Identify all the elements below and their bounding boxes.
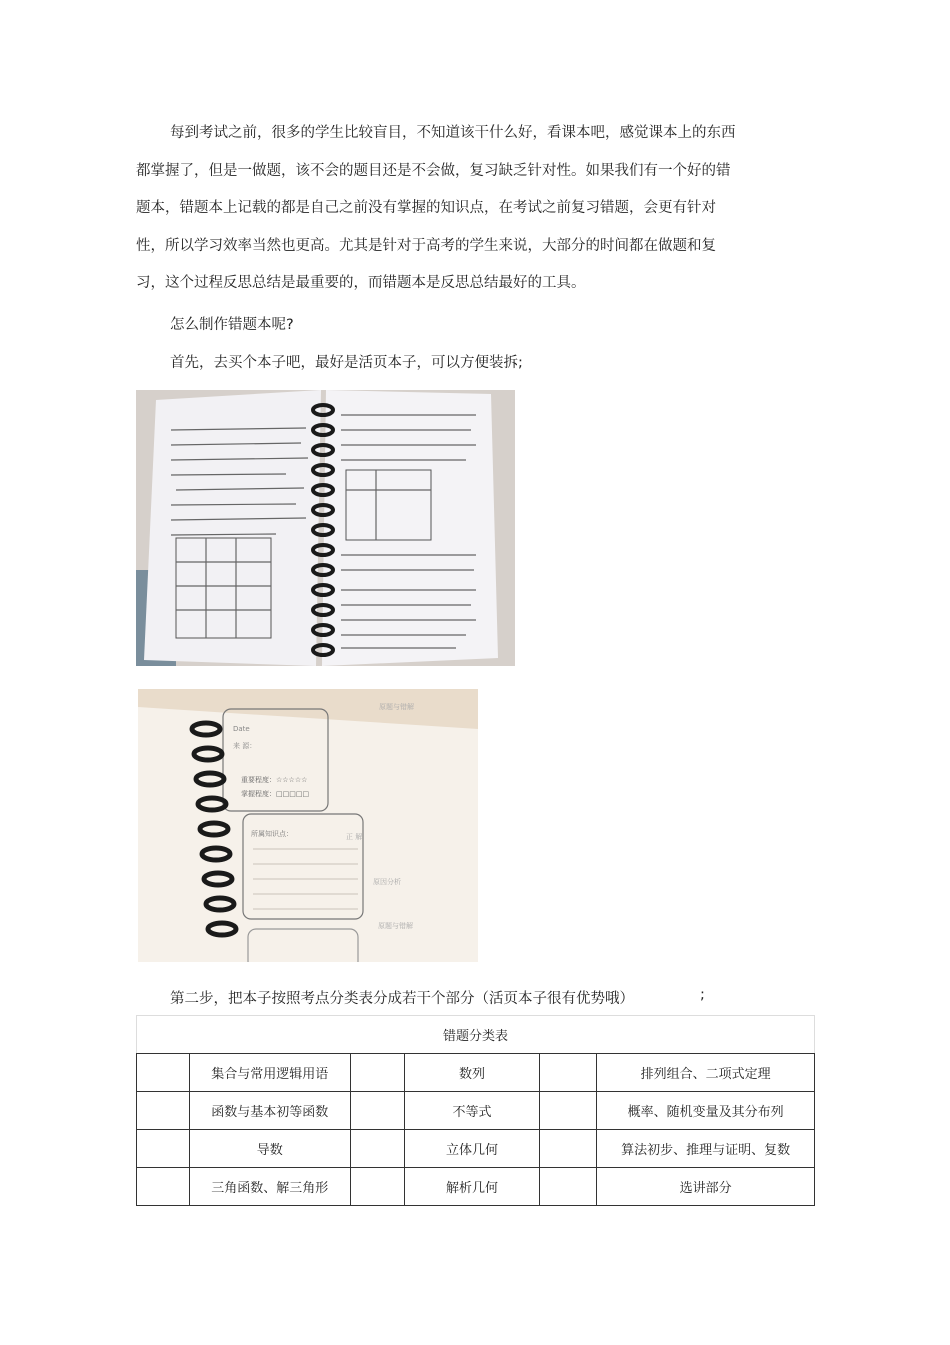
mastery-label: 掌握程度：□□□□□ bbox=[241, 790, 310, 798]
table-cell: 不等式 bbox=[404, 1092, 540, 1130]
table-title: 错题分类表 bbox=[137, 1016, 815, 1054]
table-cell: 概率、随机变量及其分布列 bbox=[597, 1092, 815, 1130]
table-cell bbox=[350, 1168, 404, 1206]
importance-stars: ☆☆☆☆☆ bbox=[276, 776, 308, 784]
table-cell bbox=[350, 1130, 404, 1168]
table-cell: 集合与常用逻辑用语 bbox=[189, 1054, 350, 1092]
table-cell bbox=[137, 1130, 190, 1168]
table-cell bbox=[137, 1168, 190, 1206]
intro-paragraph: 每到考试之前，很多的学生比较盲目，不知道该干什么好，看课本吧，感觉课本上的东西都掌握了，但是一做题，该不会的题目还是不会做，复习缺乏针对性。如果我们有一个好的错题本，错题本上记载的都是自己之前没有掌握的知识点，在考试之前复习错题，会更有针对性，所以学习效率当然也更高。尤其是针对于高考的学生来说，大部分的时间都在做题和复习，这个过程反思总结是最重要的，而错题本是反思总结最好的工具。 bbox=[136, 125, 736, 291]
table-cell: 导数 bbox=[189, 1130, 350, 1168]
question-line: 怎么制作错题本呢? bbox=[170, 317, 294, 333]
step-1-line: 首先，去买个本子吧，最好是活页本子，可以方便装拆; bbox=[170, 355, 523, 371]
table-cell: 排列组合、二项式定理 bbox=[597, 1054, 815, 1092]
knowledge-label: 所属知识点： bbox=[251, 830, 293, 838]
table-cell: 选讲部分 bbox=[597, 1168, 815, 1206]
table-cell: 立体几何 bbox=[404, 1130, 540, 1168]
table-cell bbox=[137, 1054, 190, 1092]
handwritten-notebook-photo bbox=[136, 390, 515, 666]
table-cell: 数列 bbox=[404, 1054, 540, 1092]
mastery-boxes: □□□□□ bbox=[276, 790, 310, 798]
table-cell bbox=[540, 1168, 597, 1206]
table-row bbox=[137, 1168, 815, 1206]
correct-solution-label: 正 解 bbox=[346, 833, 363, 841]
cause-analysis-label: 原因分析 bbox=[373, 878, 401, 886]
source-label: 来 源： bbox=[233, 742, 257, 750]
table-row bbox=[137, 1054, 815, 1092]
mistake-category-table bbox=[136, 1015, 815, 1206]
table-cell bbox=[137, 1092, 190, 1130]
date-label: Date bbox=[233, 725, 250, 733]
table-cell bbox=[540, 1092, 597, 1130]
table-cell bbox=[350, 1092, 404, 1130]
table-cell bbox=[540, 1130, 597, 1168]
table-row bbox=[137, 1092, 815, 1130]
table-cell bbox=[350, 1054, 404, 1092]
table-cell: 算法初步、推理与证明、复数 bbox=[597, 1130, 815, 1168]
table-cell: 函数与基本初等函数 bbox=[189, 1092, 350, 1130]
wrong-solution-label-2: 原题与错解 bbox=[378, 922, 413, 930]
table-cell: 解析几何 bbox=[404, 1168, 540, 1206]
table-cell bbox=[540, 1054, 597, 1092]
table-title-row bbox=[137, 1016, 815, 1054]
table-row bbox=[137, 1130, 815, 1168]
step-2-end: ; bbox=[700, 987, 705, 1003]
importance-label: 重要程度：☆☆☆☆☆ bbox=[241, 776, 308, 784]
step-2-line: 第二步，把本子按照考点分类表分成若干个部分（活页本子很有优势哦） bbox=[170, 991, 634, 1007]
table-cell: 三角函数、解三角形 bbox=[189, 1168, 350, 1206]
template-notebook-photo bbox=[138, 689, 478, 962]
wrong-solution-label: 原题与错解 bbox=[379, 703, 414, 711]
